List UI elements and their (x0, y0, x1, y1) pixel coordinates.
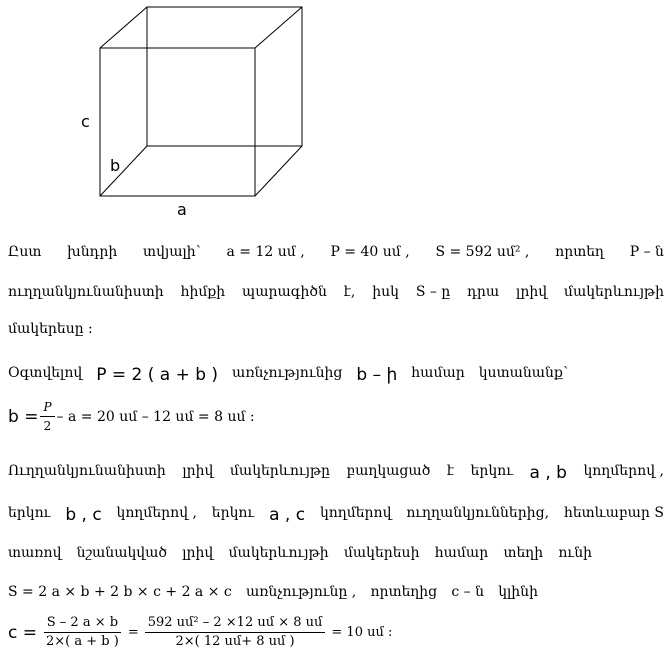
given-p: P = 40 սմ , (330, 244, 410, 260)
fraction-2-denominator: 2×( 12 սմ+ 8 սմ ) (175, 634, 295, 649)
word: պարագիծն (242, 284, 327, 300)
word: որտեղից (370, 584, 438, 600)
edge-bottom-left (100, 146, 147, 196)
word: որտեղ (555, 244, 604, 260)
word: լրիվ (182, 545, 214, 561)
word: կլինի (498, 584, 538, 600)
label-b: b (110, 156, 121, 175)
surface-formula-line (8, 584, 538, 600)
word: առնչությունից (232, 365, 343, 381)
word: S – ը (415, 284, 451, 300)
text-line-2 (8, 284, 664, 300)
word: է (446, 463, 454, 479)
word: b , c (65, 505, 102, 525)
text-line-7 (8, 505, 664, 525)
word: մակերևույթի (563, 284, 664, 300)
word: իսկ (372, 284, 399, 300)
word: երկու (8, 505, 51, 521)
b-lhs: b = (8, 406, 39, 427)
word: դրա (467, 284, 500, 300)
word: մակերևույթը (229, 463, 330, 479)
word: մակերեսի (343, 545, 420, 561)
word: a , c (269, 505, 306, 525)
fraction-2-numerator: 592 սմ² – 2 ×12 սմ × 8 սմ (145, 614, 326, 633)
fraction-numerator: P (40, 398, 54, 417)
b-result: – a = 20 սմ – 12 սմ = 8 սմ : (56, 408, 255, 425)
fraction-2 (145, 614, 326, 651)
edge-top-right (255, 7, 302, 48)
text-line-8 (8, 545, 592, 561)
fraction-1-numerator: S – 2 a × b (44, 614, 121, 633)
word: բաղկացած (346, 463, 431, 479)
text-line-1 (8, 244, 664, 260)
word: տեղի (503, 545, 544, 561)
word: կողմերով , (583, 463, 664, 479)
word: մակերևույթի (228, 545, 329, 561)
word: համար (411, 365, 465, 381)
c-lhs: c = (8, 622, 37, 643)
word: երկու (470, 463, 513, 479)
fraction-1 (43, 614, 122, 651)
b-formula-line (8, 398, 255, 435)
word: տվյալի՝ (143, 244, 201, 260)
word: Ուղղանկյունանիստի (8, 463, 166, 479)
word: տառով (8, 545, 62, 561)
fraction-p-over-2 (40, 398, 54, 435)
word: կողմերով , (116, 505, 197, 521)
word: b – ի (356, 365, 398, 385)
edge-top-left (100, 7, 147, 48)
word: ուղղանկյունանիստի (8, 284, 164, 300)
fraction-denominator: 2 (43, 419, 52, 433)
word: կստանանք՝ (478, 365, 568, 381)
word: կողմերով (319, 505, 392, 521)
word: Օգտվելով (8, 365, 83, 381)
text-line-4 (8, 365, 568, 385)
word: c – ն (451, 584, 485, 600)
label-a: a (177, 200, 187, 219)
word: ուղղանկյուններից, (406, 505, 550, 521)
edge-bottom-right (255, 146, 302, 196)
surface-formula: S = 2 a × b + 2 b × c + 2 a × c (8, 584, 232, 600)
box-figure (0, 0, 672, 230)
word: ունի (558, 545, 592, 561)
perimeter-formula: P = 2 ( a + b ) (96, 365, 219, 385)
word: լրիվ (516, 284, 548, 300)
text-line-3: մակերեսը : (8, 321, 93, 337)
fraction-1-denominator: 2×( a + b ) (46, 634, 119, 649)
c-formula-line (8, 614, 392, 651)
given-s: S = 592 սմ² , (435, 244, 530, 260)
word: խնդրի (67, 244, 118, 260)
word: է, (343, 284, 356, 300)
equals-sign: = (127, 625, 139, 640)
given-a: a = 12 սմ , (226, 244, 305, 260)
word: հետևաբար S (563, 505, 664, 521)
word: երկու (211, 505, 255, 521)
box-drawing (0, 0, 672, 230)
word: համար (434, 545, 489, 561)
word: նշանակված (76, 545, 167, 561)
word: a , b (529, 463, 567, 483)
word: P – ն (629, 244, 664, 260)
word: Ըստ (8, 244, 42, 260)
c-result: = 10 սմ : (331, 625, 393, 640)
word: առնչությունը , (245, 584, 357, 600)
label-c: c (81, 112, 90, 131)
text-line-6 (8, 463, 664, 483)
word: հիմքի (180, 284, 226, 300)
front-face (100, 48, 255, 196)
word: լրիվ (182, 463, 214, 479)
